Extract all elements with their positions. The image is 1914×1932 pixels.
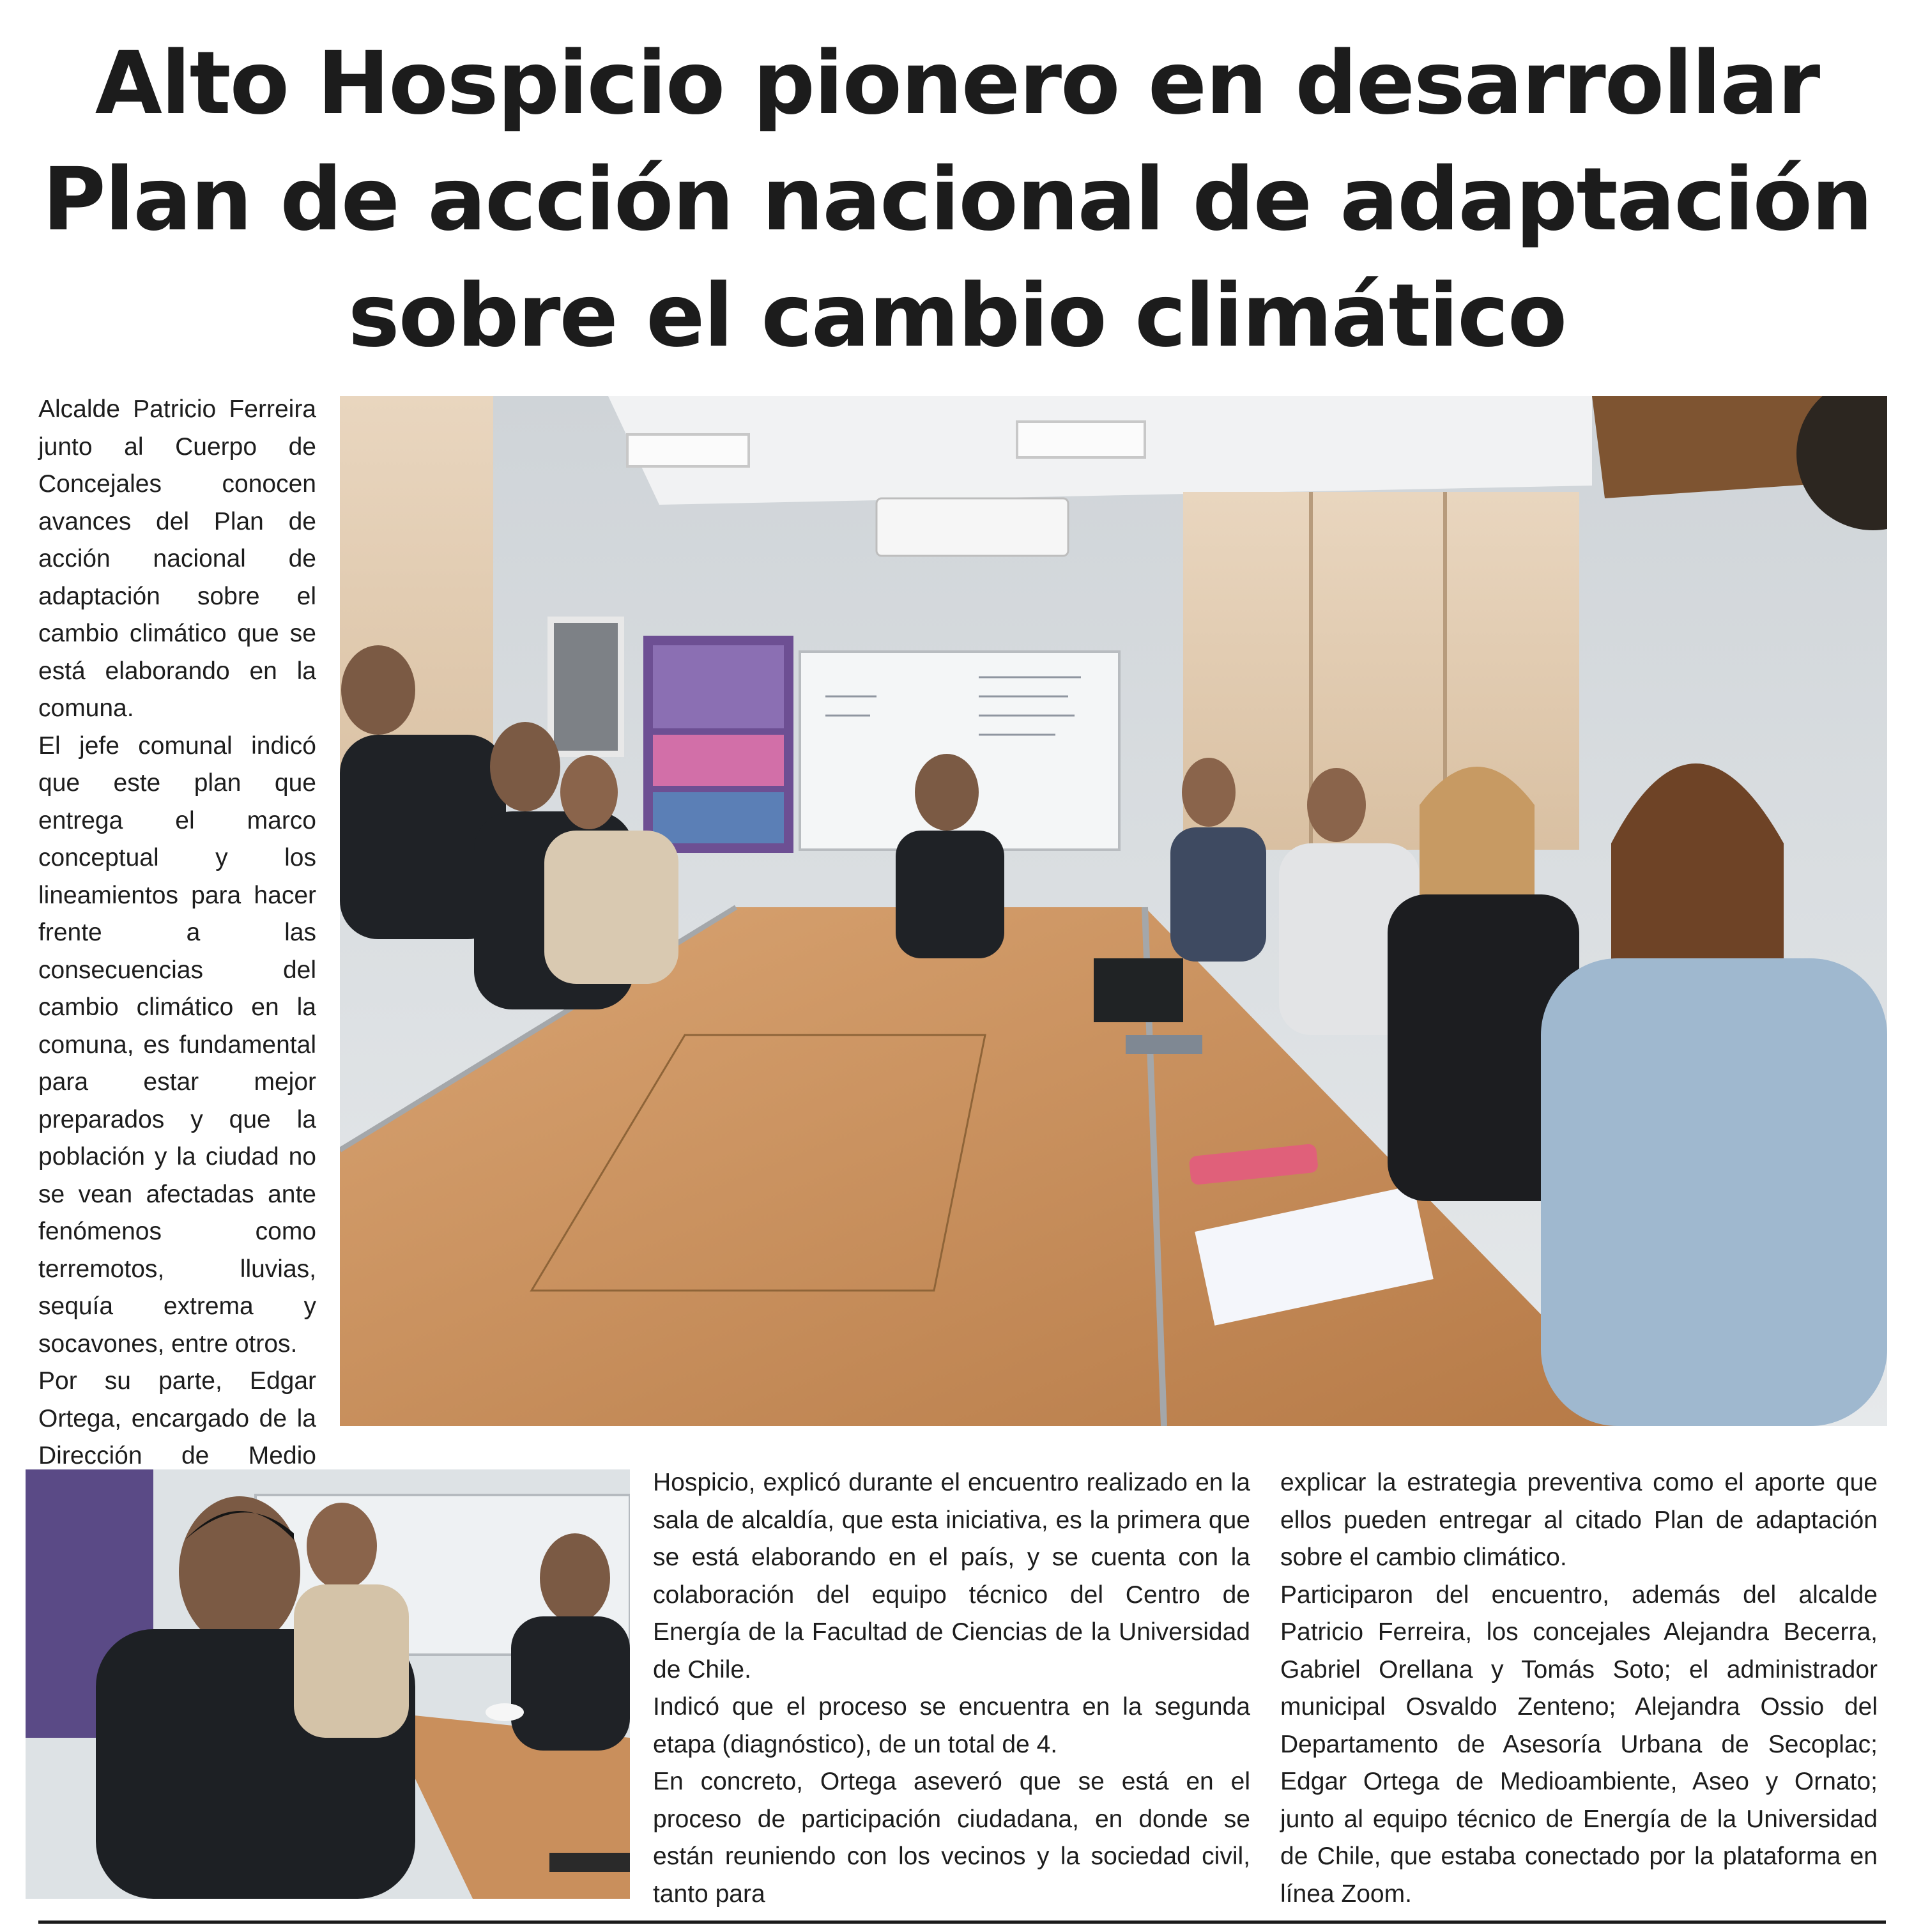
article-column-right [1280, 1464, 1878, 1913]
headline [38, 26, 1876, 374]
headline-line-3: sobre el cambio climático [348, 266, 1566, 367]
meeting-room-photo [340, 396, 1887, 1426]
paragraph-process-stage: Indicó que el proceso se encuentra en la segunda etapa (diagnóstico), de un total de 4. [653, 1693, 1250, 1758]
headline-line-2: Plan de acción nacional de adaptación [42, 150, 1872, 250]
article-column-left [38, 391, 316, 1587]
paragraph-ortega-continued: Hospicio, explicó durante el encuentro realizado en la sala de alcaldía, que esta iniciativa, es la primera que se está elaborando en el país, y se cuenta con la colaboración del equipo técnico del Centro de Energía de la Facultad de Ciencias de la Universidad de Chile. [653, 1469, 1250, 1683]
paragraph-intro: Alcalde Patricio Ferreira junto al Cuerpo de Concejales conocen avances del Plan de acción nacional de adaptación sobre el cambio climático que se está elaborando en la comuna. [38, 395, 316, 722]
paragraph-participants: Participaron del encuentro, además del alcalde Patricio Ferreira, los concejales Alejandra Becerra, Gabriel Orellana y Tomás Soto; el administrador municipal Osvaldo Zenteno; Alejandra Ossio del Departamento de Asesoría Urbana de Secoplac; Edgar Ortega de Medioambiente, Aseo y Ornato; junto al equipo técnico de Energía de la Universidad de Chile, que estaba conectado por la plataforma en línea Zoom. [1280, 1581, 1878, 1908]
bottom-rule [38, 1920, 1886, 1924]
paragraph-citizen-participation-continued: explicar la estrategia preventiva como el aporte que ellos pueden entregar al citado Plan de adaptación sobre el cambio climático. [1280, 1469, 1878, 1571]
paragraph-ortega-start: Por su parte, Edgar Ortega, encargado de la Dirección de Medio [38, 1367, 316, 1469]
councilors-photo [26, 1469, 630, 1899]
article-column-middle [653, 1464, 1250, 1913]
paragraph-mayor-statement: El jefe comunal indicó que este plan que entrega el marco conceptual y los lineamientos para hacer frente a las consecuencias del cambio climático en la comuna, es fundamental para estar mejor preparados y que la población y la ciudad no se vean afectadas ante fenómenos como terremotos, lluvias, sequía extrema y socavones, entre otros. [38, 732, 316, 1358]
headline-line-1: Alto Hospicio pionero en desarrollar [95, 33, 1819, 134]
paragraph-citizen-participation: En concreto, Ortega aseveró que se está en el proceso de participación ciudadana, en donde se están reuniendo con los vecinos y la sociedad civil, tanto para [653, 1768, 1250, 1908]
